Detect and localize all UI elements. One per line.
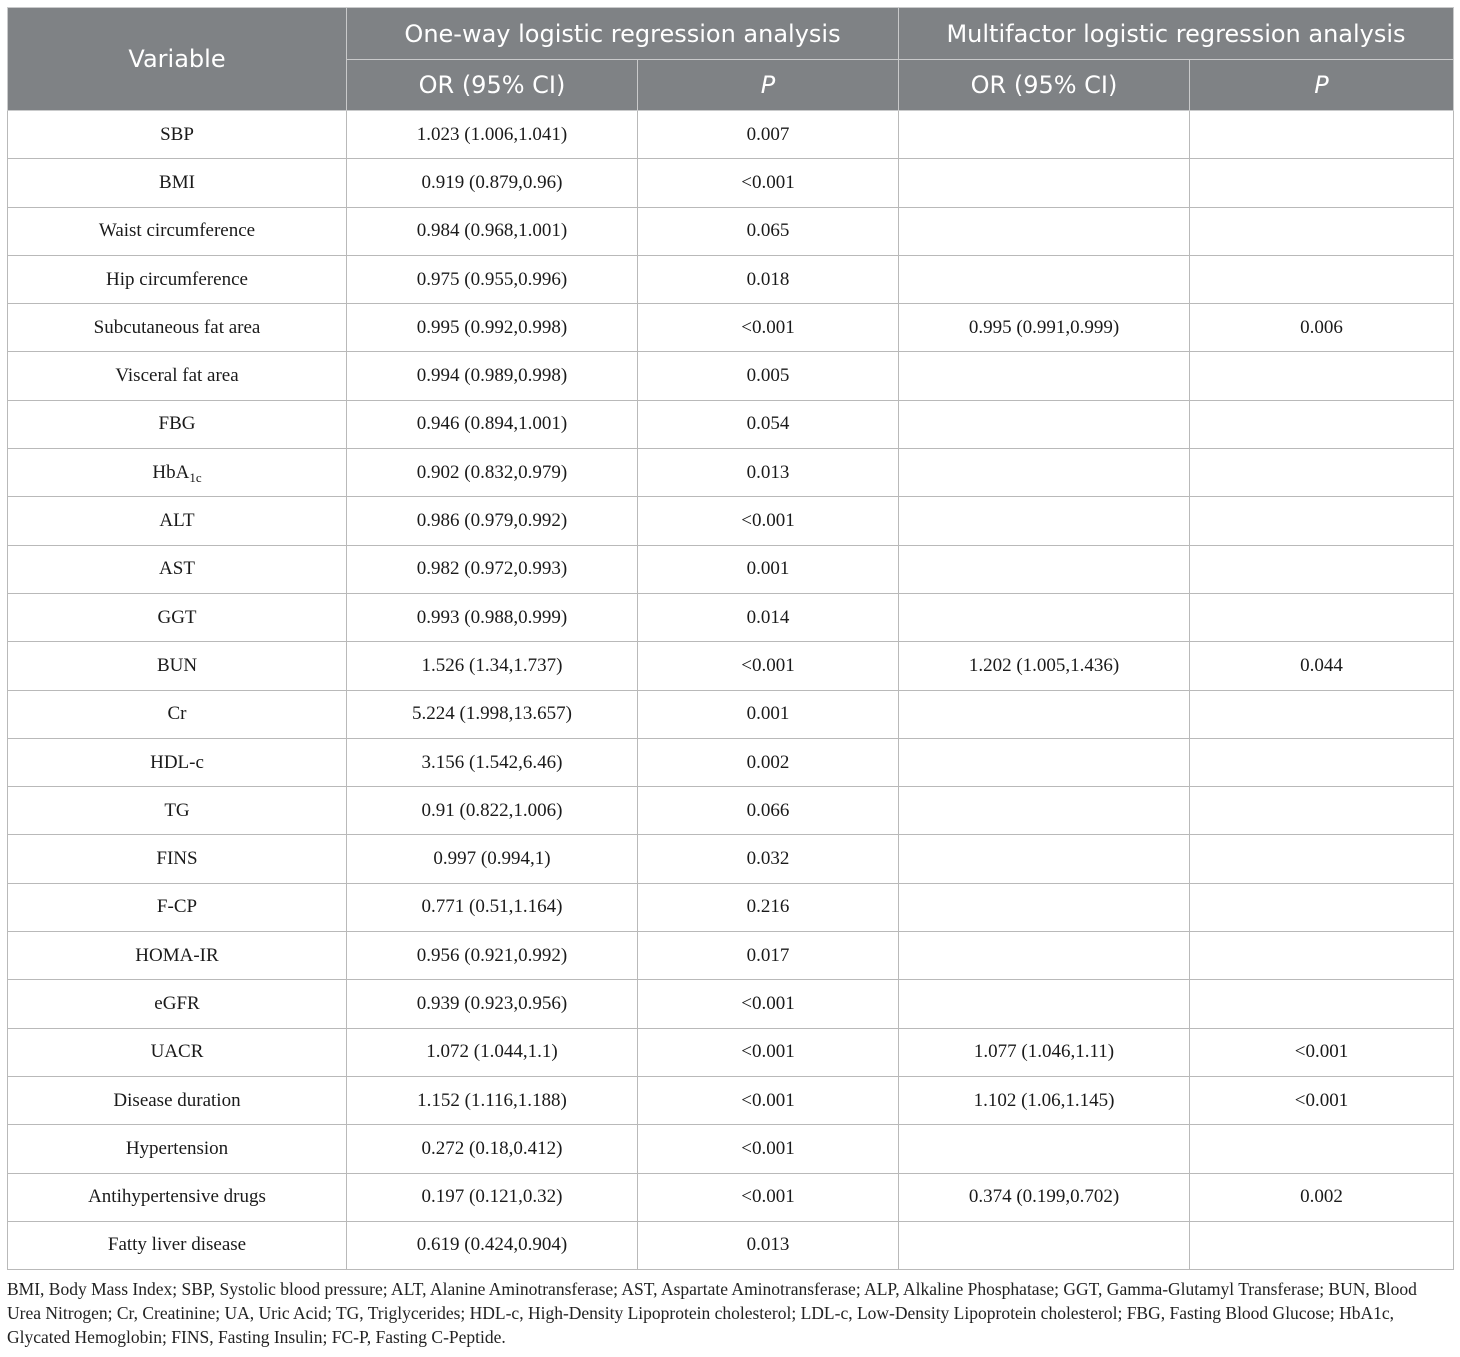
variable-cell: Cr (8, 690, 347, 738)
or-multifactor-cell (899, 980, 1190, 1028)
p-one-way-cell: 0.054 (638, 400, 899, 448)
table-footnote: BMI, Body Mass Index; SBP, Systolic blood pressure; ALT, Alanine Aminotransferase; AST, Aspartate Aminotransferase; ALP, Alkaline Phosphatase; GGT, Gamma-Glutamyl Transferase; BUN, Blood Urea Nitrogen; Cr, Creatinine; UA, Uric Acid; TG, Triglycerides; HDL-c, High-Density Lipoprotein cholesterol; LDL-c, Low-Density Lipoprotein cholesterol; FBG, Fasting Blood Glucose; HbA1c, Glycated Hemoglobin; FINS, Fasting Insulin; FC-P, Fasting C-Peptide. (7, 1279, 1417, 1347)
p-one-way-cell: 0.032 (638, 835, 899, 883)
p-multifactor-cell (1190, 1221, 1454, 1269)
variable-cell: FBG (8, 400, 347, 448)
variable-cell (8, 449, 347, 497)
variable-cell: SBP (8, 111, 347, 159)
p-one-way-cell: 0.013 (638, 1221, 899, 1269)
p-multifactor-cell (1190, 883, 1454, 931)
variable-cell: Waist circumference (8, 207, 347, 255)
p-one-way-cell: 0.007 (638, 111, 899, 159)
table-row (8, 932, 1454, 980)
p-multifactor-cell (1190, 980, 1454, 1028)
table-row (8, 111, 1454, 159)
header-one-way: One-way logistic regression analysis (347, 8, 899, 60)
variable-cell: BUN (8, 642, 347, 690)
or-multifactor-cell (899, 1221, 1190, 1269)
or-one-way-cell: 0.919 (0.879,0.96) (347, 159, 638, 207)
p-multifactor-cell (1190, 738, 1454, 786)
p-one-way-cell: <0.001 (638, 304, 899, 352)
p-one-way-cell: 0.005 (638, 352, 899, 400)
or-multifactor-cell (899, 1125, 1190, 1173)
regression-table (7, 7, 1454, 1270)
or-one-way-cell: 5.224 (1.998,13.657) (347, 690, 638, 738)
p-multifactor-cell (1190, 159, 1454, 207)
or-multifactor-cell (899, 400, 1190, 448)
or-multifactor-cell (899, 883, 1190, 931)
or-one-way-cell: 0.946 (0.894,1.001) (347, 400, 638, 448)
or-multifactor-cell (899, 593, 1190, 641)
p-multifactor-cell (1190, 352, 1454, 400)
or-multifactor-cell (899, 690, 1190, 738)
or-one-way-cell: 0.975 (0.955,0.996) (347, 255, 638, 303)
p-multifactor-cell: <0.001 (1190, 1076, 1454, 1124)
variable-cell: TG (8, 787, 347, 835)
p-one-way-cell: <0.001 (638, 1028, 899, 1076)
variable-cell: Subcutaneous fat area (8, 304, 347, 352)
variable-cell: FINS (8, 835, 347, 883)
table-row (8, 642, 1454, 690)
table-row (8, 835, 1454, 883)
p-multifactor-cell (1190, 593, 1454, 641)
or-one-way-cell: 0.956 (0.921,0.992) (347, 932, 638, 980)
table-row (8, 1125, 1454, 1173)
or-multifactor-cell (899, 449, 1190, 497)
p-multifactor-cell (1190, 255, 1454, 303)
p-multifactor-cell (1190, 400, 1454, 448)
or-one-way-cell: 1.023 (1.006,1.041) (347, 111, 638, 159)
or-multifactor-cell (899, 497, 1190, 545)
variable-cell: Disease duration (8, 1076, 347, 1124)
header-multifactor: Multifactor logistic regression analysis (899, 8, 1454, 60)
or-one-way-cell: 0.619 (0.424,0.904) (347, 1221, 638, 1269)
p-multifactor-cell (1190, 497, 1454, 545)
or-multifactor-cell: 1.102 (1.06,1.145) (899, 1076, 1190, 1124)
or-multifactor-cell (899, 787, 1190, 835)
or-multifactor-cell (899, 932, 1190, 980)
or-multifactor-cell (899, 111, 1190, 159)
table-row (8, 1221, 1454, 1269)
table-header (8, 8, 1454, 111)
or-one-way-cell: 0.994 (0.989,0.998) (347, 352, 638, 400)
variable-cell: HOMA-IR (8, 932, 347, 980)
or-multifactor-cell: 0.995 (0.991,0.999) (899, 304, 1190, 352)
header-p-multifactor: P (1190, 60, 1454, 111)
table-row (8, 400, 1454, 448)
p-one-way-cell: 0.018 (638, 255, 899, 303)
p-one-way-cell: <0.001 (638, 642, 899, 690)
header-or-one-way: OR (95% CI) (347, 60, 638, 111)
header-or-multifactor: OR (95% CI) (899, 60, 1190, 111)
or-one-way-cell: 1.526 (1.34,1.737) (347, 642, 638, 690)
p-one-way-cell: 0.065 (638, 207, 899, 255)
p-multifactor-cell: 0.044 (1190, 642, 1454, 690)
p-one-way-cell: 0.017 (638, 932, 899, 980)
p-multifactor-cell: 0.002 (1190, 1173, 1454, 1221)
header-variable: Variable (8, 8, 347, 111)
table-row (8, 207, 1454, 255)
variable-cell: Hypertension (8, 1125, 347, 1173)
variable-cell: Visceral fat area (8, 352, 347, 400)
p-one-way-cell: <0.001 (638, 980, 899, 1028)
p-multifactor-cell: <0.001 (1190, 1028, 1454, 1076)
variable-cell: AST (8, 545, 347, 593)
p-multifactor-cell (1190, 449, 1454, 497)
or-one-way-cell: 0.902 (0.832,0.979) (347, 449, 638, 497)
or-one-way-cell: 0.995 (0.992,0.998) (347, 304, 638, 352)
p-one-way-cell: <0.001 (638, 1125, 899, 1173)
variable-cell: eGFR (8, 980, 347, 1028)
variable-cell: F-CP (8, 883, 347, 931)
p-one-way-cell: 0.066 (638, 787, 899, 835)
p-one-way-cell: <0.001 (638, 497, 899, 545)
table-row (8, 159, 1454, 207)
p-multifactor-cell: 0.006 (1190, 304, 1454, 352)
or-multifactor-cell (899, 255, 1190, 303)
table-row (8, 1028, 1454, 1076)
or-one-way-cell: 0.982 (0.972,0.993) (347, 545, 638, 593)
variable-cell: GGT (8, 593, 347, 641)
or-one-way-cell: 0.771 (0.51,1.164) (347, 883, 638, 931)
table-row (8, 304, 1454, 352)
p-one-way-cell: <0.001 (638, 159, 899, 207)
or-multifactor-cell (899, 835, 1190, 883)
or-multifactor-cell (899, 738, 1190, 786)
p-multifactor-cell (1190, 1125, 1454, 1173)
or-multifactor-cell (899, 352, 1190, 400)
p-one-way-cell: 0.216 (638, 883, 899, 931)
variable-cell: UACR (8, 1028, 347, 1076)
or-one-way-cell: 1.072 (1.044,1.1) (347, 1028, 638, 1076)
table-body (8, 111, 1454, 1270)
p-multifactor-cell (1190, 690, 1454, 738)
p-multifactor-cell (1190, 545, 1454, 593)
regression-table-container (7, 7, 1453, 1270)
table-row (8, 449, 1454, 497)
or-multifactor-cell: 0.374 (0.199,0.702) (899, 1173, 1190, 1221)
or-multifactor-cell (899, 545, 1190, 593)
variable-cell: Antihypertensive drugs (8, 1173, 347, 1221)
variable-cell: HDL-c (8, 738, 347, 786)
or-one-way-cell: 0.272 (0.18,0.412) (347, 1125, 638, 1173)
table-row (8, 883, 1454, 931)
or-one-way-cell: 0.986 (0.979,0.992) (347, 497, 638, 545)
table-row (8, 787, 1454, 835)
variable-cell: ALT (8, 497, 347, 545)
p-multifactor-cell (1190, 787, 1454, 835)
p-one-way-cell: 0.013 (638, 449, 899, 497)
or-one-way-cell: 0.197 (0.121,0.32) (347, 1173, 638, 1221)
table-row (8, 255, 1454, 303)
p-one-way-cell: 0.001 (638, 545, 899, 593)
or-multifactor-cell: 1.077 (1.046,1.11) (899, 1028, 1190, 1076)
or-multifactor-cell: 1.202 (1.005,1.436) (899, 642, 1190, 690)
or-multifactor-cell (899, 159, 1190, 207)
or-one-way-cell: 0.939 (0.923,0.956) (347, 980, 638, 1028)
or-one-way-cell: 0.993 (0.988,0.999) (347, 593, 638, 641)
or-one-way-cell: 0.91 (0.822,1.006) (347, 787, 638, 835)
p-one-way-cell: 0.014 (638, 593, 899, 641)
variable-cell: BMI (8, 159, 347, 207)
p-one-way-cell: 0.001 (638, 690, 899, 738)
or-multifactor-cell (899, 207, 1190, 255)
table-row (8, 1173, 1454, 1221)
variable-subscript: 1c (189, 469, 202, 485)
table-row (8, 593, 1454, 641)
p-one-way-cell: <0.001 (638, 1076, 899, 1124)
p-multifactor-cell (1190, 835, 1454, 883)
or-one-way-cell: 3.156 (1.542,6.46) (347, 738, 638, 786)
variable-label: HbA (152, 461, 190, 483)
table-row (8, 1076, 1454, 1124)
or-one-way-cell: 1.152 (1.116,1.188) (347, 1076, 638, 1124)
p-one-way-cell: 0.002 (638, 738, 899, 786)
table-row (8, 738, 1454, 786)
p-one-way-cell: <0.001 (638, 1173, 899, 1221)
p-multifactor-cell (1190, 932, 1454, 980)
header-p-one-way: P (638, 60, 899, 111)
table-row (8, 352, 1454, 400)
variable-cell: Hip circumference (8, 255, 347, 303)
p-multifactor-cell (1190, 207, 1454, 255)
table-row (8, 497, 1454, 545)
table-row (8, 980, 1454, 1028)
variable-cell: Fatty liver disease (8, 1221, 347, 1269)
or-one-way-cell: 0.997 (0.994,1) (347, 835, 638, 883)
or-one-way-cell: 0.984 (0.968,1.001) (347, 207, 638, 255)
table-row (8, 690, 1454, 738)
p-multifactor-cell (1190, 111, 1454, 159)
table-row (8, 545, 1454, 593)
